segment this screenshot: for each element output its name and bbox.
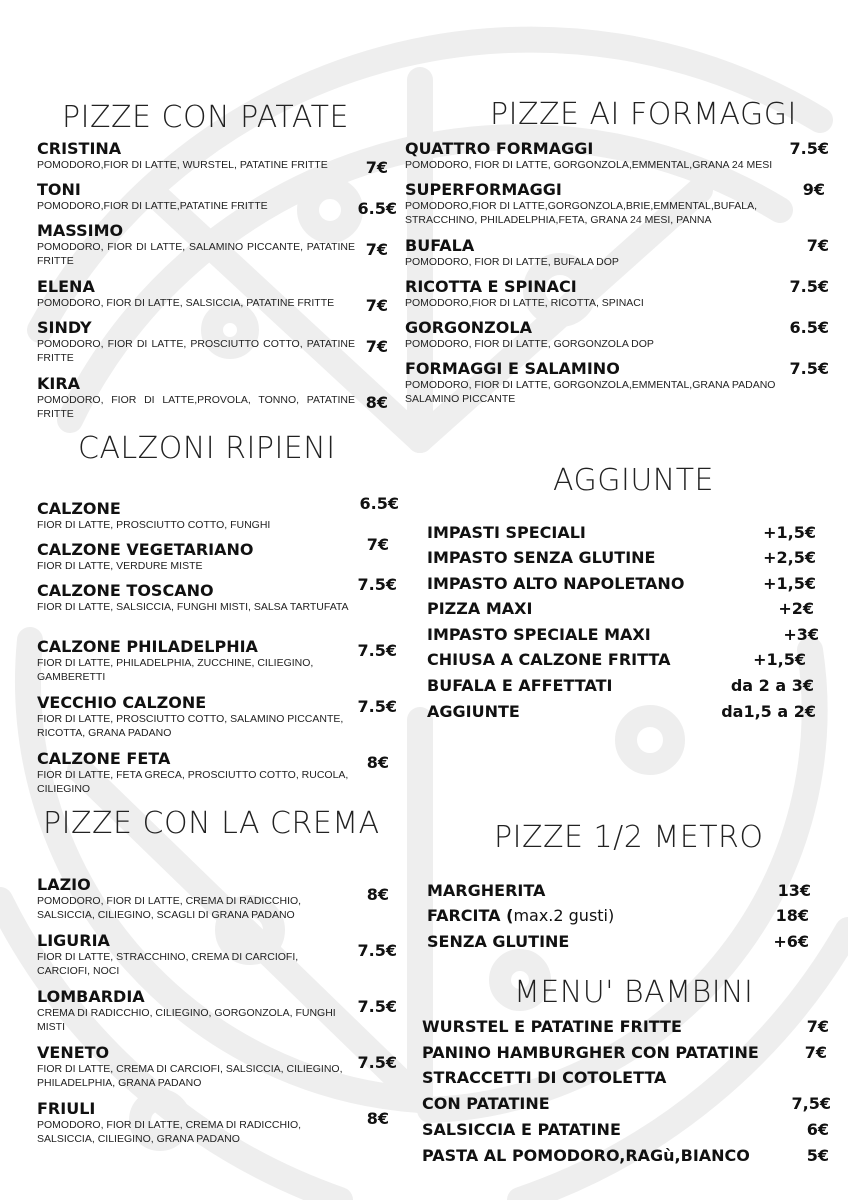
menu-bambini-name: PANINO HAMBURGHER CON PATATINE	[422, 1043, 759, 1062]
item-price: 8€	[366, 1109, 389, 1128]
item-description: FIOR DI LATTE, STRACCHINO, CREMA DI CARCIOFI, CARCIOFI, NOCI	[37, 951, 299, 977]
aggiunta-price: da1,5 a 2€	[721, 702, 816, 721]
item-description: POMODORO, FIOR DI LATTE, BUFALA DOP	[405, 256, 619, 268]
aggiunta-price: +1,5€	[763, 523, 816, 542]
item-price: 7.5€	[357, 1053, 397, 1072]
item-description: POMODORO, FIOR DI LATTE, GORGONZOLA DOP	[405, 338, 654, 350]
item-name: CALZONE VEGETARIANO	[37, 540, 254, 559]
aggiunta-price: +2€	[778, 599, 814, 618]
item-price: 9€	[802, 180, 825, 199]
mezzo-metro-note: max.2 gusti)	[513, 906, 615, 925]
menu-item-ricotta-e-spinaci	[405, 277, 829, 310]
item-price: 7€	[365, 337, 388, 356]
item-description: POMODORO, FIOR DI LATTE, CREMA DI RADICCHIO, SALSICCIA, CILIEGINO, SCAGLI DI GRANA PADANO	[37, 895, 302, 921]
item-price: 6.5€	[359, 494, 399, 513]
aggiunta-name: CHIUSA A CALZONE FRITTA	[427, 650, 671, 669]
item-price: 7.5€	[789, 359, 829, 378]
menu-item-elena	[37, 277, 392, 315]
menu-item-formaggi-e-salamino	[405, 359, 829, 406]
item-description: POMODORO, FIOR DI LATTE, GORGONZOLA,EMMENTAL,GRANA PADANO SALAMINO PICCANTE	[405, 379, 776, 405]
mezzo-metro-row	[427, 880, 811, 902]
menu-item-quattro-formaggi	[405, 139, 829, 172]
item-name: CALZONE TOSCANO	[37, 581, 214, 600]
item-name: ELENA	[37, 277, 95, 296]
aggiunta-row	[427, 624, 819, 646]
menu-bambini-name: WURSTEL E PATATINE FRITTE	[422, 1017, 682, 1036]
item-description: FIOR DI LATTE, FETA GRECA, PROSCIUTTO COTTO, RUCOLA, CILIEGINO	[37, 769, 349, 795]
item-price: 7.5€	[357, 941, 397, 960]
aggiunta-row	[427, 547, 816, 569]
item-name: LIGURIA	[37, 931, 110, 950]
section-title-pizze-ai-formaggi: PIZZE AI FORMAGGI	[490, 97, 797, 132]
section-title-pizze-mezzo-metro: PIZZE 1/2 METRO	[494, 820, 764, 855]
aggiunta-row	[427, 573, 816, 595]
item-description: FIOR DI LATTE, SALSICCIA, FUNGHI MISTI, SALSA TARTUFATA	[37, 601, 349, 613]
aggiunta-name: IMPASTO SPECIALE MAXI	[427, 625, 651, 644]
item-price: 8€	[366, 885, 389, 904]
menu-item-toni	[37, 180, 397, 218]
aggiunta-name: IMPASTO ALTO NAPOLETANO	[427, 574, 685, 593]
item-price: 7.5€	[357, 997, 397, 1016]
aggiunta-name: BUFALA E AFFETTATI	[427, 676, 613, 695]
menu-item-massimo	[37, 221, 392, 268]
item-name: FORMAGGI E SALAMINO	[405, 359, 620, 378]
section-title-pizze-con-patate: PIZZE CON PATATE	[62, 100, 349, 135]
aggiunta-row	[427, 522, 816, 544]
menu-bambini-row	[422, 1093, 831, 1115]
aggiunta-name: IMPASTO SENZA GLUTINE	[427, 548, 656, 567]
item-description: POMODORO,FIOR DI LATTE,GORGONZOLA,BRIE,EMMENTAL,BUFALA, STRACCHINO, PHILADELPHIA,FETA, GRANA 24 MESI, PANNA	[405, 200, 757, 226]
section-title-calzoni-ripieni: CALZONI RIPIENI	[78, 431, 336, 466]
mezzo-metro-price: 18€	[775, 906, 809, 925]
section-title-pizze-con-la-crema: PIZZE CON LA CREMA	[43, 806, 380, 841]
item-name: CALZONE PHILADELPHIA	[37, 637, 258, 656]
menu-bambini-row	[422, 1145, 829, 1167]
menu-item-superformaggi	[405, 180, 825, 227]
menu-item-vecchio-calzone	[37, 693, 397, 740]
menu-bambini-price: 7€	[806, 1017, 829, 1036]
item-name: TONI	[37, 180, 81, 199]
aggiunta-row	[427, 598, 814, 620]
item-name: CALZONE FETA	[37, 749, 171, 768]
menu-item-friuli	[37, 1099, 389, 1146]
menu-item-liguria	[37, 931, 397, 978]
aggiunta-name: PIZZA MAXI	[427, 599, 533, 618]
item-price: 7.5€	[789, 277, 829, 296]
item-price: 7€	[365, 158, 388, 177]
aggiunta-price: +2,5€	[763, 548, 816, 567]
item-name: SUPERFORMAGGI	[405, 180, 562, 199]
menu-item-calzone-feta	[37, 749, 389, 796]
item-price: 7.5€	[357, 697, 397, 716]
item-name: RICOTTA E SPINACI	[405, 277, 577, 296]
item-description: POMODORO, FIOR DI LATTE, SALSICCIA, PATATINE FRITTE	[37, 297, 335, 309]
item-name: VECCHIO CALZONE	[37, 693, 207, 712]
menu-bambini-row	[422, 1067, 829, 1089]
section-title-menu-bambini: MENU' BAMBINI	[514, 975, 754, 1010]
menu-item-sindy	[37, 318, 392, 365]
item-description: FIOR DI LATTE, CREMA DI CARCIOFI, SALSICCIA, CILIEGINO, PHILADELPHIA, GRANA PADANO	[37, 1063, 343, 1089]
item-description: POMODORO, FIOR DI LATTE, PROSCIUTTO COTTO, PATATINE FRITTE	[37, 338, 355, 364]
item-name: BUFALA	[405, 236, 475, 255]
mezzo-metro-row	[427, 905, 809, 927]
menu-bambini-price: 7,5€	[791, 1094, 831, 1113]
item-price: 7€	[365, 240, 388, 259]
item-price: 7.5€	[357, 575, 397, 594]
item-price: 7€	[365, 296, 388, 315]
item-description: FIOR DI LATTE, PHILADELPHIA, ZUCCHINE, CILIEGINO, GAMBERETTI	[37, 657, 314, 683]
menu-item-bufala	[405, 236, 829, 269]
item-name: LOMBARDIA	[37, 987, 145, 1006]
item-name: KIRA	[37, 374, 81, 393]
menu-bambini-row	[422, 1042, 827, 1064]
item-description: POMODORO,FIOR DI LATTE, WURSTEL, PATATINE FRITTE	[37, 159, 328, 171]
item-description: POMODORO, FIOR DI LATTE,PROVOLA, TONNO, PATATINE FRITTE	[37, 394, 355, 420]
menu-bambini-price: 7€	[804, 1043, 827, 1062]
item-description: POMODORO, FIOR DI LATTE, GORGONZOLA,EMMENTAL,GRANA 24 MESI	[405, 159, 773, 171]
item-name: GORGONZOLA	[405, 318, 532, 337]
item-description: POMODORO, FIOR DI LATTE, SALAMINO PICCANTE, PATATINE FRITTE	[37, 241, 355, 267]
item-price: 6.5€	[789, 318, 829, 337]
item-price: 8€	[365, 393, 388, 412]
item-name: CALZONE	[37, 499, 121, 518]
menu-bambini-price: 6€	[806, 1120, 829, 1139]
mezzo-metro-price: +6€	[773, 932, 809, 951]
item-name: CRISTINA	[37, 139, 122, 158]
item-price: 7€	[366, 535, 389, 554]
mezzo-metro-name: MARGHERITA	[427, 881, 546, 900]
menu-bambini-row	[422, 1119, 829, 1141]
item-price: 7.5€	[357, 641, 397, 660]
item-description: POMODORO, FIOR DI LATTE, CREMA DI RADICCHIO, SALSICCIA, CILIEGINO, GRANA PADANO	[37, 1119, 302, 1145]
mezzo-metro-name: SENZA GLUTINE	[427, 932, 570, 951]
menu-item-cristina	[37, 139, 392, 177]
item-name: VENETO	[37, 1043, 110, 1062]
item-price: 7€	[806, 236, 829, 255]
item-price: 7.5€	[789, 139, 829, 158]
menu-item-veneto	[37, 1043, 397, 1090]
menu-item-kira	[37, 374, 392, 421]
item-name: MASSIMO	[37, 221, 124, 240]
menu-bambini-name: SALSICCIA E PATATINE	[422, 1120, 621, 1139]
item-description: POMODORO,FIOR DI LATTE, RICOTTA, SPINACI	[405, 297, 644, 309]
menu-item-lazio	[37, 875, 389, 922]
aggiunta-price: da 2 a 3€	[730, 676, 814, 695]
item-name: FRIULI	[37, 1099, 96, 1118]
mezzo-metro-price: 13€	[777, 881, 811, 900]
menu-item-calzone-vegetariano	[37, 535, 389, 573]
aggiunta-price: +1,5€	[763, 574, 816, 593]
menu-item-lombardia	[37, 987, 397, 1034]
aggiunta-price: +3€	[783, 625, 819, 644]
menu-bambini-price: 5€	[806, 1146, 829, 1165]
item-name: SINDY	[37, 318, 92, 337]
menu-bambini-row	[422, 1016, 829, 1038]
menu-item-calzone-toscano	[37, 575, 397, 614]
mezzo-metro-name: FARCITA (max.2 gusti)	[427, 906, 615, 925]
section-title-aggiunte: AGGIUNTE	[553, 463, 715, 498]
menu-bambini-name: STRACCETTI DI COTOLETTA	[422, 1068, 667, 1087]
item-name: LAZIO	[37, 875, 91, 894]
item-description: FIOR DI LATTE, PROSCIUTTO COTTO, SALAMINO PICCANTE, RICOTTA, GRANA PADANO	[37, 713, 344, 739]
aggiunta-name: AGGIUNTE	[427, 702, 520, 721]
aggiunta-price: +1,5€	[753, 650, 806, 669]
item-description: FIOR DI LATTE, PROSCIUTTO COTTO, FUNGHI	[37, 519, 271, 531]
menu-bambini-name: PASTA AL POMODORO,RAGù,BIANCO	[422, 1146, 750, 1165]
item-name: QUATTRO FORMAGGI	[405, 139, 594, 158]
menu-item-gorgonzola	[405, 318, 829, 351]
menu-item-calzone	[37, 494, 399, 532]
item-description: FIOR DI LATTE, VERDURE MISTE	[37, 560, 203, 572]
item-description: POMODORO,FIOR DI LATTE,PATATINE FRITTE	[37, 200, 268, 212]
menu-bambini-name: CON PATATINE	[422, 1094, 550, 1113]
aggiunta-row	[427, 701, 816, 723]
aggiunta-name: IMPASTI SPECIALI	[427, 523, 586, 542]
mezzo-metro-row	[427, 931, 809, 953]
aggiunta-row	[427, 675, 814, 697]
item-price: 6.5€	[357, 199, 397, 218]
item-description: CREMA DI RADICCHIO, CILIEGINO, GORGONZOLA, FUNGHI MISTI	[37, 1007, 336, 1033]
item-price: 8€	[366, 753, 389, 772]
menu-item-calzone-philadelphia	[37, 637, 397, 684]
aggiunta-row	[427, 649, 806, 671]
